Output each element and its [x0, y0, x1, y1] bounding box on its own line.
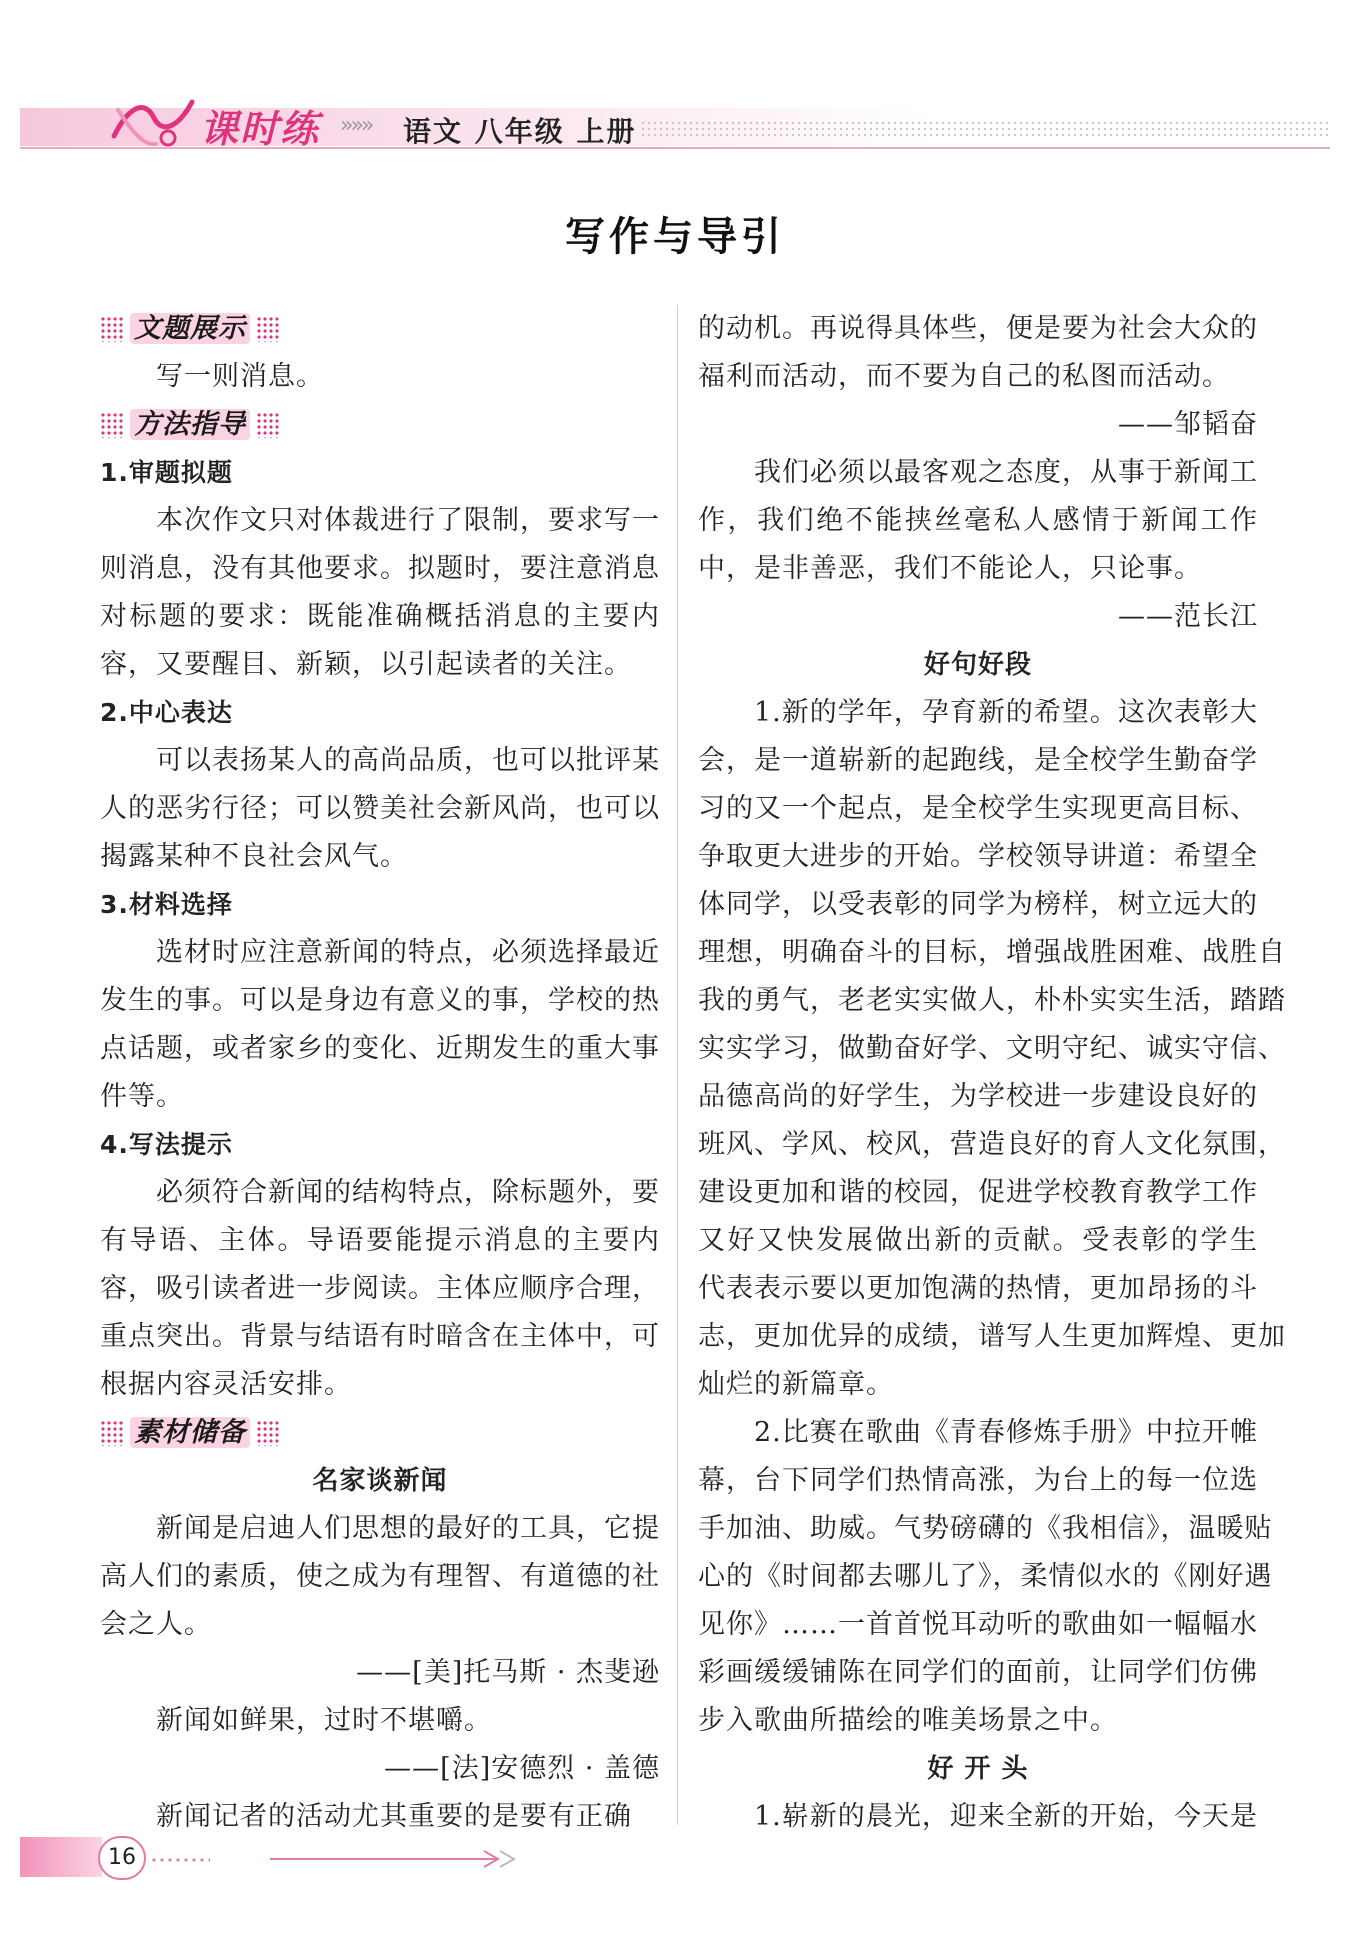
subheading-good-sentences: 好句好段 [923, 650, 1032, 680]
quote-line: 中，是非善恶，我们不能论人，只论事。 [698, 553, 1202, 584]
column-divider [677, 305, 678, 1825]
paragraph-line: 体同学，以受表彰的同学为榜样，树立远大的 [698, 889, 1258, 920]
paragraph-line: 品德高尚的好学生，为学校进一步建设良好的 [698, 1081, 1258, 1112]
section-tag-topic: 文题展示 [100, 312, 280, 348]
paragraph-line: 又好又快发展做出新的贡献。受表彰的学生 [698, 1225, 1258, 1256]
paragraph-line: 代表表示要以更加饱满的热情，更加昂扬的斗 [698, 1273, 1258, 1304]
paragraph-line: 灿烂的新篇章。 [698, 1369, 894, 1400]
quote-line: 新闻如鲜果，过时不堪嚼。 [156, 1705, 492, 1736]
heading-2: 2.中心表达 [100, 698, 233, 727]
quote-line: 作，我们绝不能挟丝毫私人感情于新闻工作 [698, 505, 1258, 536]
paragraph-line: 实实学习，做勤奋好学、文明守纪、诚实守信、 [698, 1033, 1286, 1064]
section-tag-material: 素材储备 [100, 1416, 280, 1452]
section-tag-method: 方法指导 [100, 408, 280, 444]
paragraph-line: 件等。 [100, 1081, 184, 1112]
brand-title: 课时练 [200, 107, 321, 151]
paragraph-line: 心的《时间都去哪儿了》，柔情似水的《刚好遇 [698, 1561, 1273, 1592]
chevron-icon: »»» [340, 113, 372, 138]
paragraph-line: 理想，明确奋斗的目标，增强战胜困难、战胜自 [698, 937, 1286, 968]
header-dot-pattern [640, 120, 1330, 138]
subject-label: 语文 八年级 上册 [403, 115, 637, 148]
quote-attribution: ——邹韬奋 [1118, 409, 1258, 440]
paragraph-line: 1.新的学年，孕育新的希望。这次表彰大 [754, 697, 1258, 728]
subheading-good-openings: 好 开 头 [927, 1754, 1029, 1784]
paragraph-line: 步入歌曲所描绘的唯美场景之中。 [698, 1705, 1118, 1736]
quote-line: 高人们的素质，使之成为有理智、有道德的社 [100, 1561, 660, 1592]
paragraph-line: 1.崭新的晨光，迎来全新的开始，今天是 [754, 1801, 1258, 1832]
paragraph-line: 志，更加优异的成绩，谱写人生更加辉煌、更加 [698, 1321, 1286, 1352]
footer-color-block [20, 1837, 102, 1877]
paragraph-line: 建设更加和谐的校园，促进学校教育教学工作 [698, 1177, 1258, 1208]
heading-1: 1.审题拟题 [100, 458, 233, 487]
paragraph-line: 对标题的要求：既能准确概括消息的主要内 [100, 601, 660, 632]
paragraph-line: 2.比赛在歌曲《青春修炼手册》中拉开帷 [754, 1417, 1258, 1448]
left-column [100, 305, 660, 1841]
quote-line: 福利而活动，而不要为自己的私图而活动。 [698, 361, 1230, 392]
paragraph-line: 根据内容灵活安排。 [100, 1369, 352, 1400]
quote-attribution: ——[美]托马斯 · 杰斐逊 [356, 1657, 660, 1688]
paragraph-line: 容，吸引读者进一步阅读。主体应顺序合理， [100, 1273, 660, 1304]
paragraph-line: 争取更大进步的开始。学校领导讲道：希望全 [698, 841, 1258, 872]
paragraph-line: 发生的事。可以是身边有意义的事，学校的热 [100, 985, 660, 1016]
footer-dot-pattern [150, 1856, 210, 1866]
paragraph-line: 重点突出。背景与结语有时暗含在主体中，可 [100, 1321, 660, 1352]
paragraph-line: 习的又一个起点，是全校学生实现更高目标、 [698, 793, 1258, 824]
arrow-right-icon [270, 1844, 520, 1874]
paragraph-line: 可以表扬某人的高尚品质，也可以批评某 [156, 745, 660, 776]
quote-line: 新闻记者的活动尤其重要的是要有正确 [156, 1801, 632, 1832]
quote-attribution: ——[法]安德烈 · 盖德 [384, 1753, 660, 1784]
quote-line: 会之人。 [100, 1609, 212, 1640]
page-title: 写作与导引 [565, 213, 785, 260]
paragraph-line: 彩画缓缓铺陈在同学们的面前，让同学们仿佛 [698, 1657, 1258, 1688]
paragraph-line: 手加油、助威。气势磅礴的《我相信》，温暖贴 [698, 1513, 1273, 1544]
brand-swoosh-icon [108, 88, 198, 158]
paragraph-line: 会，是一道崭新的起跑线，是全校学生勤奋学 [698, 745, 1258, 776]
right-column [698, 305, 1286, 1841]
paragraph-line: 选材时应注意新闻的特点，必须选择最近 [156, 937, 660, 968]
paragraph-line: 则消息，没有其他要求。拟题时，要注意消息 [100, 553, 660, 584]
paragraph-line: 必须符合新闻的结构特点，除标题外，要 [156, 1177, 660, 1208]
paragraph-line: 班风、学风、校风，营造良好的育人文化氛围， [698, 1129, 1286, 1160]
heading-3: 3.材料选择 [100, 890, 233, 919]
quote-line: 新闻是启迪人们思想的最好的工具，它提 [156, 1513, 660, 1544]
quote-attribution: ——范长江 [1118, 601, 1258, 632]
page-number: 16 [98, 1836, 146, 1880]
quote-line: 我们必须以最客观之态度，从事于新闻工 [754, 457, 1258, 488]
paragraph-line: 本次作文只对体裁进行了限制，要求写一 [156, 505, 660, 536]
quote-line: 的动机。再说得具体些，便是要为社会大众的 [698, 313, 1258, 344]
prompt-text: 写一则消息。 [156, 361, 324, 392]
paragraph-line: 人的恶劣行径；可以赞美社会新风尚，也可以 [100, 793, 660, 824]
paragraph-line: 有导语、主体。导语要能提示消息的主要内 [100, 1225, 660, 1256]
subheading-famous-quotes: 名家谈新闻 [312, 1466, 448, 1496]
paragraph-line: 容，又要醒目、新颖，以引起读者的关注。 [100, 649, 632, 680]
heading-4: 4.写法提示 [100, 1130, 233, 1159]
paragraph-line: 揭露某种不良社会风气。 [100, 841, 408, 872]
paragraph-line: 我的勇气，老老实实做人，朴朴实实生活，踏踏 [698, 985, 1286, 1016]
paragraph-line: 点话题，或者家乡的变化、近期发生的重大事 [100, 1033, 660, 1064]
paragraph-line: 见你》……一首首悦耳动听的歌曲如一幅幅水 [698, 1609, 1258, 1640]
paragraph-line: 幕，台下同学们热情高涨，为台上的每一位选 [698, 1465, 1258, 1496]
